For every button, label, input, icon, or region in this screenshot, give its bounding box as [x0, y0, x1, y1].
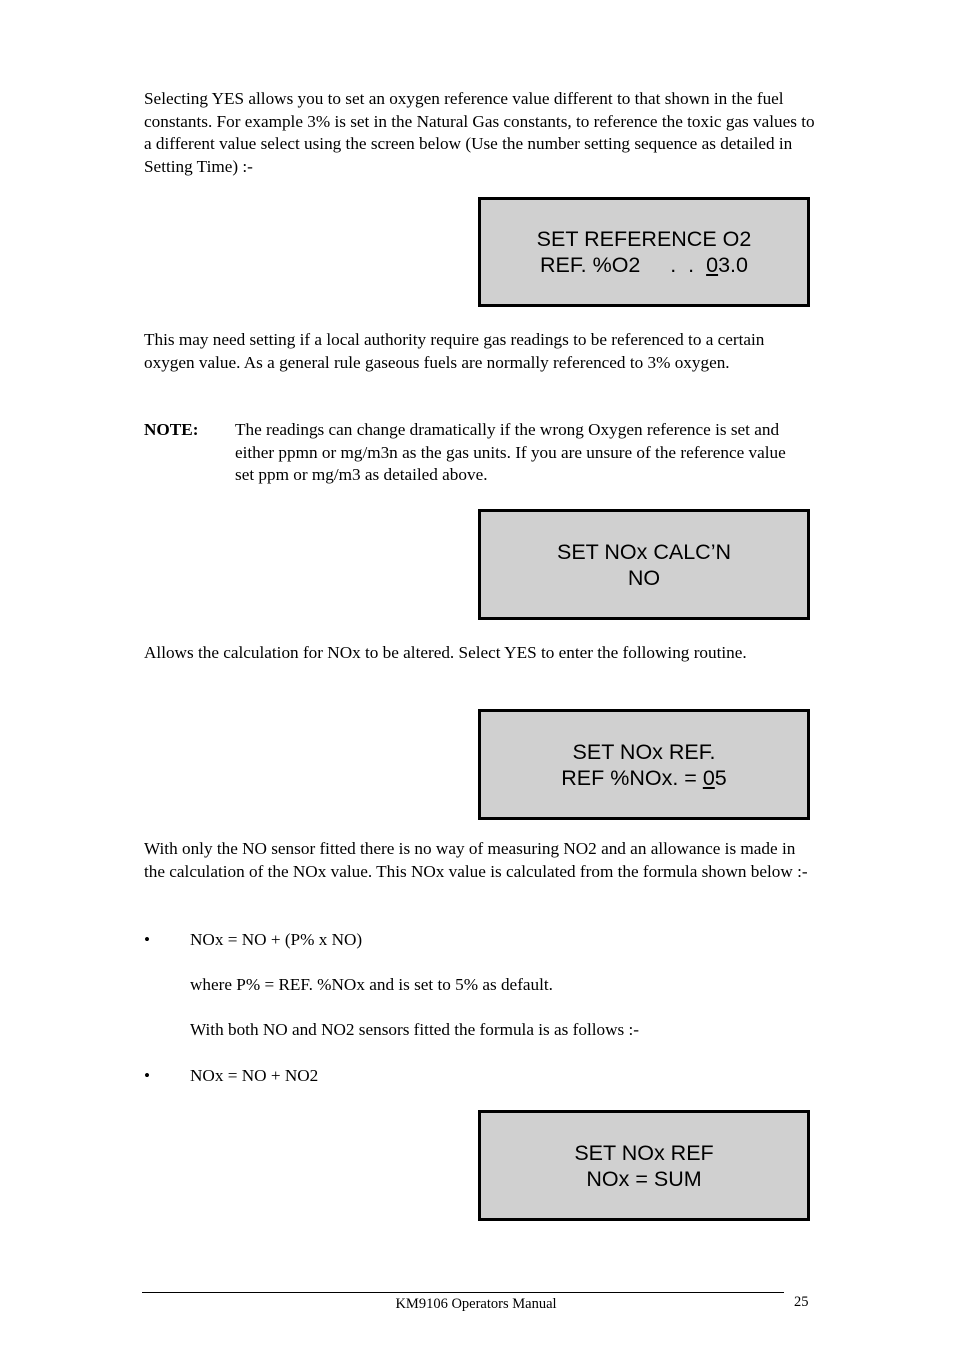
- authority-paragraph: This may need setting if a local authority require gas readings to be referenced to a certain oxygen value. As a general rule gaseous fuels are normally referenced to 3% oxygen.: [144, 330, 765, 372]
- lcd-cursor-digit: 0: [702, 765, 715, 790]
- lcd-line-1: SET NOx REF.: [572, 739, 716, 764]
- lcd-line-2: [481, 765, 807, 791]
- lcd-screen-nox-calc: [478, 509, 810, 620]
- lcd-screen-nox-sum: [478, 1110, 810, 1221]
- lcd-line-2-prefix: REF %NOx. =: [561, 765, 703, 790]
- lcd-line-2-suffix: 3.0: [718, 253, 748, 277]
- footer-rule: [142, 1292, 784, 1293]
- bullet-1: •: [144, 930, 151, 949]
- lcd-line-1: SET NOx CALC’N: [556, 539, 732, 564]
- lcd-cursor-digit: 0: [706, 253, 719, 277]
- note-label: NOTE:: [144, 420, 199, 439]
- formula-2-intro: With both NO and NO2 sensors fitted the formula is as follows :-: [190, 1020, 639, 1039]
- lcd-line-1: SET REFERENCE O2: [536, 227, 752, 251]
- lcd-line-2: NO: [627, 565, 661, 590]
- note-text: The readings can change dramatically if the wrong Oxygen reference is set and either ppmn or mg/m3n as the gas units. If you are unsure of the reference value set ppm or mg/m3 as detailed above.: [235, 420, 786, 484]
- page-number: 25: [794, 1294, 809, 1310]
- no-sensor-paragraph: With only the NO sensor fitted there is no way of measuring NO2 and an allowance is made in the calculation of the NOx value. This NOx value is calculated from the formula shown below :-: [144, 839, 808, 881]
- lcd-line-2-prefix: REF. %O2 . .: [540, 253, 707, 277]
- nox-calc-paragraph: Allows the calculation for NOx to be altered. Select YES to enter the following routine.: [144, 643, 747, 662]
- formula-2: NOx = NO + NO2: [190, 1066, 319, 1085]
- lcd-screen-reference-o2: [478, 197, 810, 307]
- lcd-screen-nox-ref: [478, 709, 810, 820]
- lcd-line-2: NOx = SUM: [586, 1166, 702, 1191]
- intro-paragraph: Selecting YES allows you to set an oxygen reference value different to that shown in the fuel constants. For example 3% is set in the Natural Gas constants, to reference the toxic gas values to a different value select using the screen below (Use the number setting sequence as detailed in Setting Time) :-: [144, 89, 815, 176]
- formula-1: NOx = NO + (P% x NO): [190, 930, 363, 949]
- lcd-line-1: SET NOx REF: [574, 1140, 714, 1165]
- lcd-line-2-suffix: 5: [714, 765, 727, 790]
- footer-title: KM9106 Operators Manual: [395, 1296, 557, 1312]
- lcd-line-2: [481, 252, 807, 278]
- bullet-2: •: [144, 1066, 151, 1085]
- formula-1-note: where P% = REF. %NOx and is set to 5% as default.: [190, 975, 553, 994]
